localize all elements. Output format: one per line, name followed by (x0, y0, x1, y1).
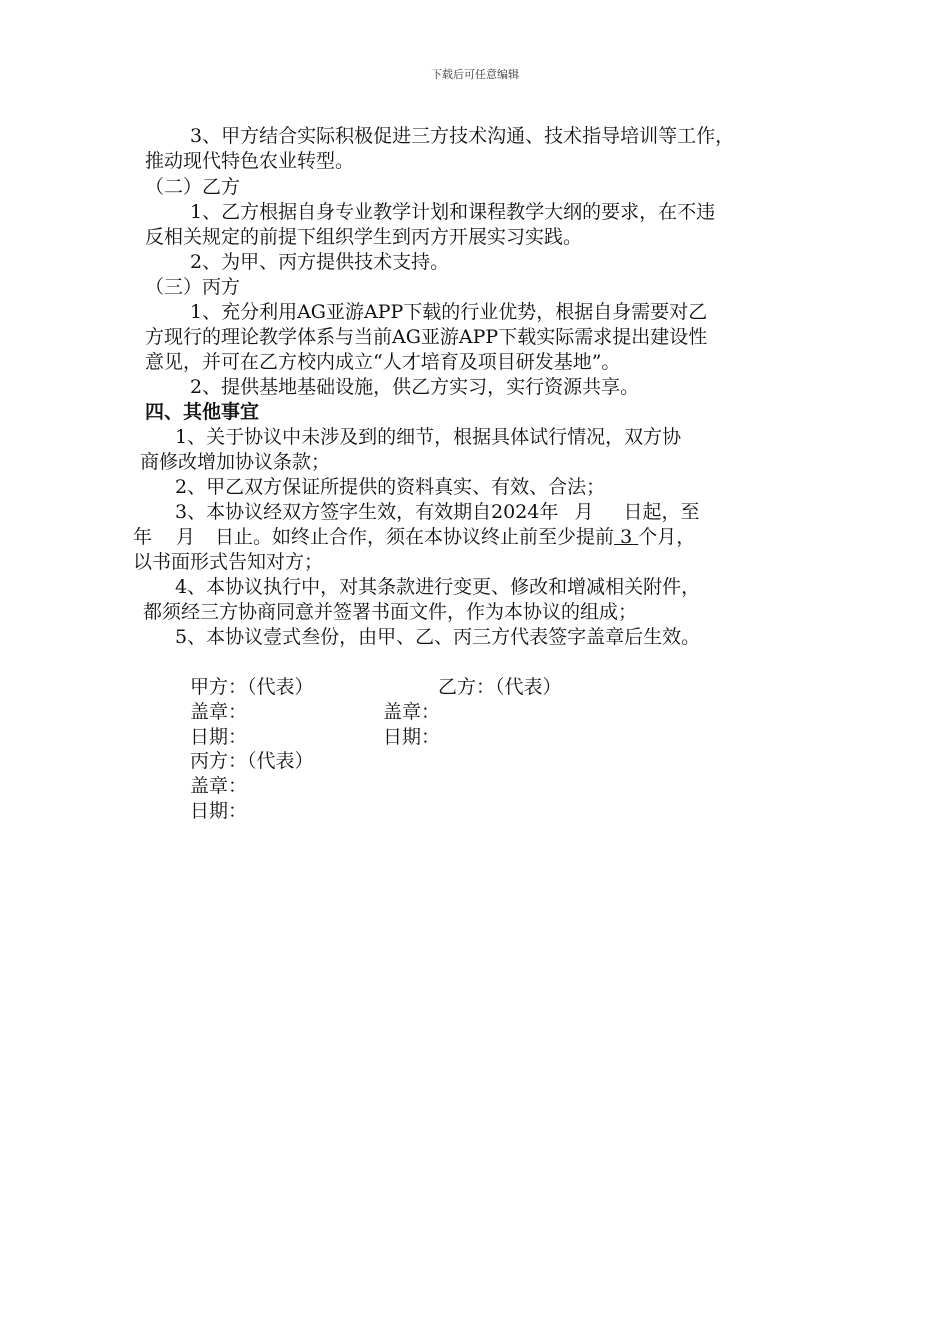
clause-other-3-cont (133, 525, 695, 549)
validity-day-label: 日起，至 (623, 501, 700, 523)
clause-other-3-cont2: 以书面形式告知对方； (133, 551, 324, 573)
clause-c2: 2、提供基地基础设施，供乙方实习，实行资源共享。 (190, 376, 640, 398)
notice-months-value: 3 (620, 526, 633, 548)
validity-start-text: 3、本协议经双方签字生效，有效期自2024年 (175, 501, 559, 523)
party-a-label: 甲方：（代表） (190, 676, 314, 698)
section-party-b: （二）乙方 (145, 176, 241, 198)
party-c-date: 日期： (190, 800, 248, 822)
clause-b1-cont: 反相关规定的前提下组织学生到丙方开展实习实践。 (145, 226, 583, 248)
page-header: 下载后可任意编辑 (431, 68, 519, 81)
clause-other-1-cont: 商修改增加协议条款； (140, 451, 331, 473)
section-other-matters: 四、其他事宜 (145, 401, 260, 423)
party-a-seal: 盖章： (190, 701, 248, 723)
end-day-text: 日止。如终止合作，须在本协议终止前至少提前 (215, 526, 615, 548)
party-b-label: 乙方：（代表） (438, 676, 562, 698)
clause-c1: 1、充分利用AG亚游APP下载的行业优势，根据自身需要对乙 (190, 301, 708, 323)
party-a-date: 日期： (190, 726, 248, 748)
clause-b2: 2、为甲、丙方提供技术支持。 (190, 251, 450, 273)
clause-other-3 (175, 500, 699, 524)
clause-other-4: 4、本协议执行中，对其条款进行变更、修改和增减相关附件， (175, 576, 701, 598)
end-month-label: 月 (176, 526, 196, 548)
validity-month-label: 月 (574, 501, 594, 523)
party-c-seal: 盖章： (190, 775, 248, 797)
party-b-date: 日期： (383, 726, 441, 748)
clause-c1-cont: 方现行的理论教学体系与当前AG亚游APP下载实际需求提出建设性 (145, 326, 708, 348)
section-party-c: （三）丙方 (145, 276, 241, 298)
clause-other-5: 5、本协议壹式叁份，由甲、乙、丙三方代表签字盖章后生效。 (175, 626, 701, 648)
clause-other-4-cont: 都须经三方协商同意并签署书面文件，作为本协议的组成； (143, 601, 638, 623)
clause-other-1: 1、关于协议中未涉及到的细节，根据具体试行情况，双方协 (175, 426, 682, 448)
clause-b1: 1、乙方根据自身专业教学计划和课程教学大纲的要求，在不违 (190, 201, 716, 223)
party-c-label: 丙方：（代表） (190, 750, 314, 772)
notice-months-label: 个月， (638, 526, 696, 548)
clause-other-2: 2、甲乙双方保证所提供的资料真实、有效、合法； (175, 476, 606, 498)
clause-c1-cont2: 意见，并可在乙方校内成立“人才培育及项目研发基地”。 (145, 351, 621, 373)
clause-a3: 3、甲方结合实际积极促进三方技术沟通、技术指导培训等工作， (190, 125, 735, 147)
end-year-label: 年 (133, 526, 153, 548)
clause-a3-cont: 推动现代特色农业转型。 (145, 150, 355, 172)
party-b-seal: 盖章： (383, 701, 441, 723)
